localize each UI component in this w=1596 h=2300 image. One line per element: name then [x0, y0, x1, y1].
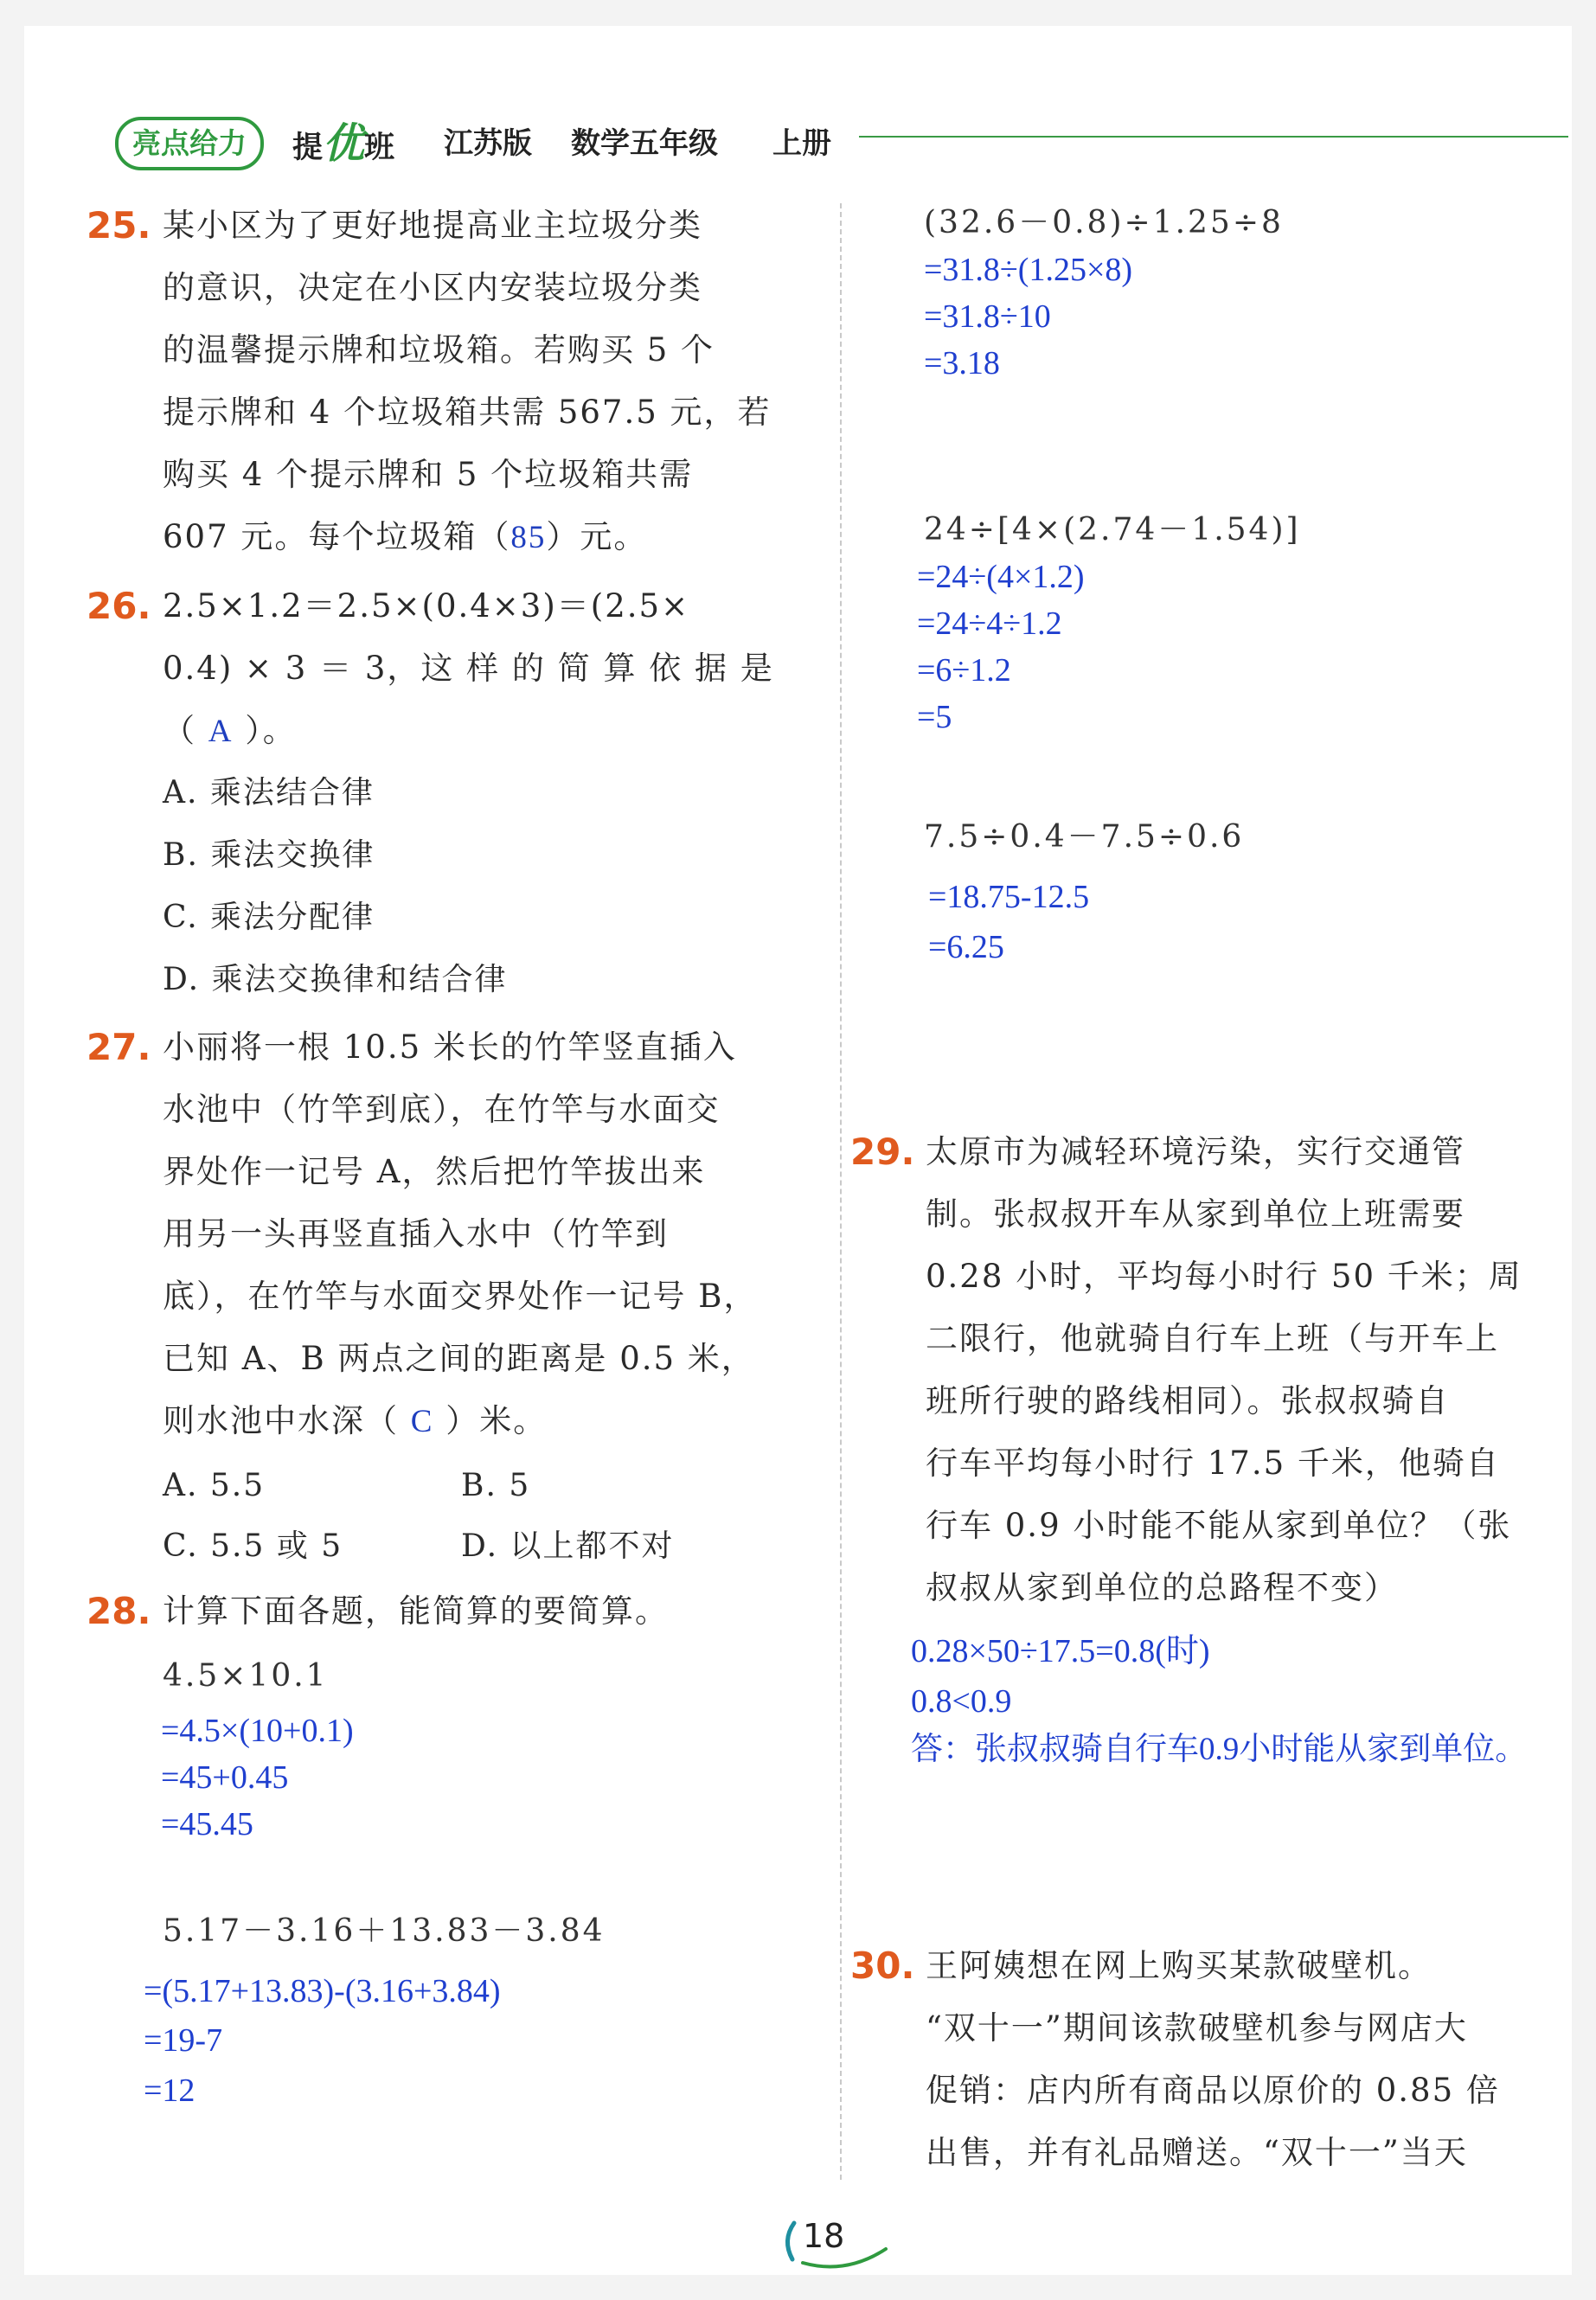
q30-line-1: 王阿姨想在网上购买某款破壁机。 — [926, 1947, 1432, 1984]
question-number-26: 26. — [87, 585, 151, 627]
q25-text-end: ）元。 — [546, 518, 648, 555]
q28-p5-expression: 7.5÷0.4－7.5÷0.6 — [924, 819, 1245, 855]
q26-paren-close: ）。 — [245, 712, 297, 749]
q29-line-8: 叔叔从家到单位的总路程不变） — [926, 1569, 1398, 1606]
q27-line-4: 用另一头再竖直插入水中（竹竿到 — [163, 1215, 669, 1253]
q28-p2-expression: 5.17－3.16＋13.83－3.84 — [163, 1913, 606, 1949]
q27-line-6: 已知 A、B 两点之间的距离是 0.5 米， — [163, 1340, 755, 1377]
q28-p2-step-1: =(5.17+13.83)-(3.16+3.84) — [144, 1973, 501, 2009]
q26-line-1: 2.5×1.2＝2.5×(0.4×3)＝(2.5× — [163, 587, 690, 625]
series-title — [292, 117, 394, 170]
q27-line-7 — [163, 1390, 547, 1453]
question-number-28: 28. — [87, 1590, 151, 1632]
q29-line-6: 行车平均每小时行 17.5 千米，他骑自 — [926, 1445, 1500, 1482]
q30-line-2: “双十一”期间该款破壁机参与网店大 — [926, 2009, 1468, 2047]
q27-option-a: A. 5.5 — [163, 1468, 266, 1503]
q28-p2-step-3: =12 — [144, 2073, 195, 2109]
brand-logo: 亮点给力 — [115, 117, 264, 170]
question-number-30: 30. — [850, 1944, 915, 1987]
edition-label: 江苏版 — [444, 126, 532, 161]
q29-answer-sentence: 答：张叔叔骑自行车0.9小时能从家到单位。 — [911, 1732, 1528, 1767]
q29-line-2: 制。张叔叔开车从家到单位上班需要 — [926, 1195, 1465, 1233]
q28-p3-expression: (32.6－0.8)÷1.25÷8 — [924, 205, 1284, 240]
q30-line-3: 促销：店内所有商品以原价的 0.85 倍 — [926, 2072, 1500, 2109]
page-number: 18 — [803, 2217, 845, 2255]
series-prefix: 提 — [292, 131, 324, 165]
q28-p4-step-2: =24÷4÷1.2 — [917, 605, 1062, 642]
q30-line-4: 出售，并有礼品赠送。“双十一”当天 — [926, 2134, 1468, 2171]
q28-p4-step-3: =6÷1.2 — [917, 652, 1011, 689]
volume-label: 上册 — [772, 126, 831, 161]
q28-p4-step-1: =24÷(4×1.2) — [917, 559, 1085, 595]
q26-option-a: A. 乘法结合律 — [163, 775, 375, 810]
question-number-27: 27. — [87, 1026, 151, 1068]
q26-answer-blank — [163, 700, 297, 763]
question-number-29: 29. — [850, 1131, 915, 1173]
q25-line-2: 的意识，决定在小区内安装垃圾分类 — [163, 269, 702, 306]
q29-solution-2: 0.8<0.9 — [911, 1683, 1012, 1720]
q28-p1-step-1: =4.5×(10+0.1) — [161, 1713, 354, 1749]
q26-option-b: B. 乘法交换律 — [163, 837, 375, 873]
q28-p4-step-4: =5 — [917, 699, 952, 735]
q26-answer: A — [208, 714, 234, 749]
q27-option-d: D. 以上都不对 — [461, 1528, 675, 1564]
q25-line-5: 购买 4 个提示牌和 5 个垃圾箱共需 — [163, 456, 694, 493]
q29-line-4: 二限行，他就骑自行车上班（与开车上 — [926, 1320, 1499, 1357]
question-number-25: 25. — [87, 204, 151, 247]
q27-answer: C — [410, 1404, 434, 1439]
q25-line-1: 某小区为了更好地提高业主垃圾分类 — [163, 207, 702, 244]
q25-line-4: 提示牌和 4 个垃圾箱共需 567.5 元，若 — [163, 394, 772, 431]
workbook-page — [24, 26, 1572, 2275]
q25-answer: 85 — [510, 520, 547, 555]
q28-p5-step-2: =6.25 — [928, 929, 1004, 965]
q28-p4-expression: 24÷[4×(2.74－1.54)] — [924, 512, 1301, 548]
q27-option-c: C. 5.5 或 5 — [163, 1528, 343, 1564]
q27-line-5: 底），在竹竿与水面交界处作一记号 B， — [163, 1278, 758, 1315]
q27-text: 则水池中水深（ — [163, 1402, 399, 1439]
q27-line-1: 小丽将一根 10.5 米长的竹竿竖直插入 — [163, 1028, 737, 1066]
q29-solution-1: 0.28×50÷17.5=0.8(时) — [911, 1633, 1210, 1669]
q29-line-7: 行车 0.9 小时能不能从家到单位？（张 — [926, 1507, 1512, 1544]
q27-line-3: 界处作一记号 A，然后把竹竿拔出来 — [163, 1153, 706, 1190]
q29-line-5: 班所行驶的路线相同）。张叔叔骑自 — [926, 1382, 1450, 1419]
header-divider — [859, 136, 1568, 138]
q26-paren-open: （ — [163, 712, 196, 749]
q28-p5-step-1: =18.75-12.5 — [928, 879, 1090, 915]
q26-option-c: C. 乘法分配律 — [163, 900, 375, 935]
q29-line-3: 0.28 小时，平均每小时行 50 千米；周 — [926, 1258, 1522, 1295]
q29-line-1: 太原市为减轻环境污染，实行交通管 — [926, 1133, 1465, 1170]
series-suffix: 班 — [364, 131, 395, 165]
q25-line-6 — [163, 506, 647, 569]
q27-option-b: B. 5 — [461, 1468, 531, 1503]
q28-p3-step-2: =31.8÷10 — [924, 298, 1051, 335]
q28-title: 计算下面各题，能简算的要简算。 — [163, 1592, 669, 1630]
subject-label: 数学五年级 — [571, 126, 718, 161]
series-you: 优 — [323, 119, 365, 168]
q28-p3-step-3: =3.18 — [924, 345, 1000, 381]
q26-option-d: D. 乘法交换律和结合律 — [163, 962, 508, 997]
q28-p1-step-2: =45+0.45 — [161, 1759, 289, 1796]
q28-p2-step-2: =19-7 — [144, 2022, 223, 2059]
q28-p1-expression: 4.5×10.1 — [163, 1658, 329, 1694]
q25-text: 607 元。每个垃圾箱（ — [163, 518, 511, 555]
q25-line-3: 的温馨提示牌和垃圾箱。若购买 5 个 — [163, 331, 715, 368]
q28-p1-step-3: =45.45 — [161, 1806, 253, 1842]
q28-p3-step-1: =31.8÷(1.25×8) — [924, 252, 1133, 288]
q26-line-2: 0.4) × 3 ＝ 3，这 样 的 简 算 依 据 是 — [163, 650, 774, 687]
q27-line-2: 水池中（竹竿到底），在竹竿与水面交 — [163, 1091, 721, 1128]
q27-text-end: ）米。 — [445, 1402, 548, 1439]
column-divider — [840, 203, 842, 2180]
